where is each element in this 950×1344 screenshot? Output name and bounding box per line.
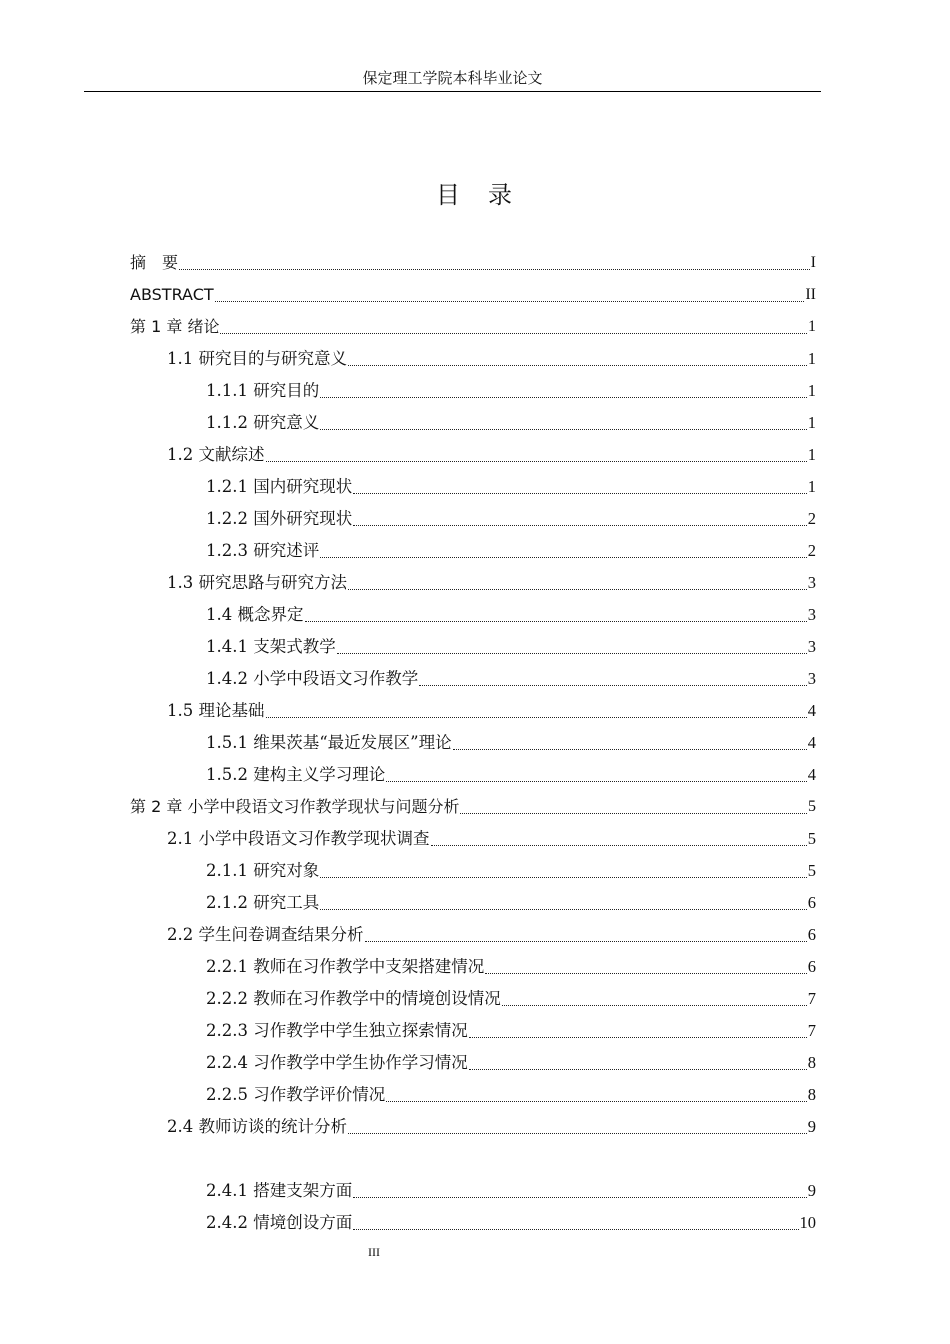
toc-entry-page: 1	[807, 477, 816, 496]
toc-entry-page: 7	[807, 989, 816, 1008]
toc-entry-page: 5	[808, 798, 816, 815]
toc-dot-leader	[469, 1036, 807, 1038]
toc-entry-label: ABSTRACT	[130, 285, 214, 304]
toc-entry[interactable]	[130, 1042, 816, 1074]
toc-entry-page: 1	[807, 381, 816, 400]
table-of-contents	[130, 242, 816, 1234]
toc-entry[interactable]	[130, 850, 816, 882]
toc-entry-label: 1.4.1 支架式教学	[206, 637, 336, 656]
toc-entry-label: 2.2.5 习作教学评价情况	[206, 1085, 386, 1104]
toc-entry[interactable]	[130, 658, 816, 690]
toc-dot-leader	[485, 972, 807, 974]
toc-entry-label: 2.4.2 情境创设方面	[206, 1213, 353, 1232]
toc-entry[interactable]	[130, 530, 816, 562]
toc-entry[interactable]	[130, 754, 816, 786]
toc-entry-label: 摘 要	[130, 253, 179, 272]
toc-entry-page: 6	[807, 893, 816, 912]
toc-dot-leader	[266, 716, 807, 718]
toc-entry[interactable]	[130, 434, 816, 466]
toc-dot-leader	[353, 1228, 798, 1230]
toc-entry[interactable]	[130, 338, 816, 370]
toc-entry[interactable]	[130, 562, 816, 594]
toc-dot-leader	[348, 364, 807, 366]
toc-entry-page: 3	[807, 573, 816, 592]
toc-entry[interactable]	[130, 466, 816, 498]
toc-dot-leader	[386, 1100, 807, 1102]
toc-entry-label: 2.2 学生问卷调查结果分析	[167, 925, 364, 944]
toc-entry-label: 1.2 文献综述	[167, 445, 265, 464]
toc-entry-page: 7	[807, 1021, 816, 1040]
toc-entry-page: 9	[807, 1181, 816, 1200]
toc-dot-leader	[266, 460, 807, 462]
toc-dot-leader	[320, 396, 807, 398]
toc-entry-page: 2	[807, 509, 816, 528]
toc-dot-leader	[305, 620, 807, 622]
toc-dot-leader	[353, 1196, 807, 1198]
toc-entry-label: 2.1.2 研究工具	[206, 893, 320, 912]
toc-entry-label: 2.2.2 教师在习作教学中的情境创设情况	[206, 989, 501, 1008]
toc-entry[interactable]	[130, 1170, 816, 1202]
toc-entry[interactable]	[130, 882, 816, 914]
toc-entry-label: 1.2.1 国内研究现状	[206, 477, 353, 496]
running-header: 保定理工学院本科毕业论文	[362, 69, 543, 87]
toc-entry-page: 5	[807, 829, 816, 848]
toc-dot-leader	[502, 1004, 807, 1006]
toc-entry[interactable]	[130, 306, 816, 338]
toc-dot-leader	[365, 940, 807, 942]
toc-entry-label: 2.1.1 研究对象	[206, 861, 320, 880]
toc-entry[interactable]	[130, 722, 816, 754]
toc-entry[interactable]	[130, 1202, 816, 1234]
toc-title: 目 录	[436, 181, 514, 209]
toc-entry[interactable]	[130, 498, 816, 530]
toc-entry-page: 9	[807, 1117, 816, 1136]
toc-dot-leader	[320, 428, 807, 430]
toc-entry-page: II	[805, 286, 816, 303]
toc-entry[interactable]	[130, 914, 816, 946]
toc-entry-label: 1.4 概念界定	[206, 605, 304, 624]
toc-entry-label: 2.4 教师访谈的统计分析	[167, 1117, 347, 1136]
toc-entry-label: 2.4.1 搭建支架方面	[206, 1181, 353, 1200]
toc-dot-leader	[353, 524, 807, 526]
toc-dot-leader	[453, 748, 807, 750]
toc-entry-page: 1	[808, 318, 816, 335]
toc-dot-leader	[348, 1132, 807, 1134]
toc-entry[interactable]	[130, 1106, 816, 1138]
toc-entry-label: 2.2.1 教师在习作教学中支架搭建情况	[206, 957, 485, 976]
toc-dot-leader	[320, 556, 807, 558]
toc-entry-page: 10	[799, 1213, 816, 1232]
toc-entry[interactable]	[130, 1010, 816, 1042]
toc-entry-label: 1.4.2 小学中段语文习作教学	[206, 669, 419, 688]
toc-entry-label: 1.1.2 研究意义	[206, 413, 320, 432]
toc-entry[interactable]	[130, 402, 816, 434]
toc-entry-label: 1.2.2 国外研究现状	[206, 509, 353, 528]
toc-dot-leader	[337, 652, 807, 654]
toc-entry-label: 1.2.3 研究述评	[206, 541, 320, 560]
toc-entry-label: 1.5.2 建构主义学习理论	[206, 765, 386, 784]
toc-dot-leader	[348, 588, 807, 590]
toc-dot-leader	[469, 1068, 807, 1070]
toc-entry-page: 4	[807, 701, 816, 720]
toc-entry[interactable]	[130, 1074, 816, 1106]
toc-entry-page: 1	[807, 349, 816, 368]
toc-entry[interactable]	[130, 690, 816, 722]
toc-entry[interactable]	[130, 370, 816, 402]
toc-entry-page: 3	[807, 669, 816, 688]
toc-entry-page: 3	[807, 605, 816, 624]
toc-entry-label: 1.3 研究思路与研究方法	[167, 573, 347, 592]
toc-entry[interactable]	[130, 274, 816, 306]
toc-entry-page: 8	[807, 1085, 816, 1104]
toc-dot-leader	[320, 876, 807, 878]
toc-entry-page: 1	[807, 413, 816, 432]
toc-entry[interactable]	[130, 946, 816, 978]
toc-entry-page: 1	[807, 445, 816, 464]
toc-entry-label: 1.5 理论基础	[167, 701, 265, 720]
toc-dot-leader	[353, 492, 807, 494]
toc-entry-label: 2.2.4 习作教学中学生协作学习情况	[206, 1053, 468, 1072]
toc-entry-page: 5	[807, 861, 816, 880]
toc-dot-leader	[386, 780, 807, 782]
toc-dot-leader	[220, 332, 807, 334]
toc-entry-page: 8	[807, 1053, 816, 1072]
toc-entry-page: I	[810, 254, 816, 271]
toc-entry[interactable]	[130, 242, 816, 274]
toc-entry-label: 第 2 章 小学中段语文习作教学现状与问题分析	[130, 797, 460, 816]
toc-entry-page: 6	[807, 925, 816, 944]
toc-entry[interactable]	[130, 594, 816, 626]
toc-entry-label: 2.1 小学中段语文习作教学现状调查	[167, 829, 430, 848]
toc-entry-label: 1.1.1 研究目的	[206, 381, 320, 400]
toc-entry-label: 第 1 章 绪论	[130, 317, 220, 336]
toc-dot-leader	[179, 268, 810, 270]
toc-entry[interactable]	[130, 626, 816, 658]
toc-entry-label: 1.5.1 维果茨基“最近发展区”理论	[206, 733, 452, 752]
toc-dot-leader	[460, 812, 807, 814]
toc-entry-page: 3	[807, 637, 816, 656]
toc-entry[interactable]	[130, 818, 816, 850]
toc-entry[interactable]	[130, 978, 816, 1010]
toc-entry-page: 4	[807, 765, 816, 784]
toc-dot-leader	[431, 844, 807, 846]
toc-entry-page: 4	[807, 733, 816, 752]
toc-dot-leader	[215, 300, 805, 302]
toc-entry-page: 6	[807, 957, 816, 976]
toc-entry-label: 1.1 研究目的与研究意义	[167, 349, 347, 368]
toc-entry-page: 2	[807, 541, 816, 560]
header-rule	[84, 91, 821, 92]
toc-dot-leader	[419, 684, 807, 686]
toc-entry[interactable]	[130, 786, 816, 818]
page-number: III	[368, 1245, 380, 1259]
toc-dot-leader	[320, 908, 807, 910]
toc-entry-label: 2.2.3 习作教学中学生独立探索情况	[206, 1021, 468, 1040]
